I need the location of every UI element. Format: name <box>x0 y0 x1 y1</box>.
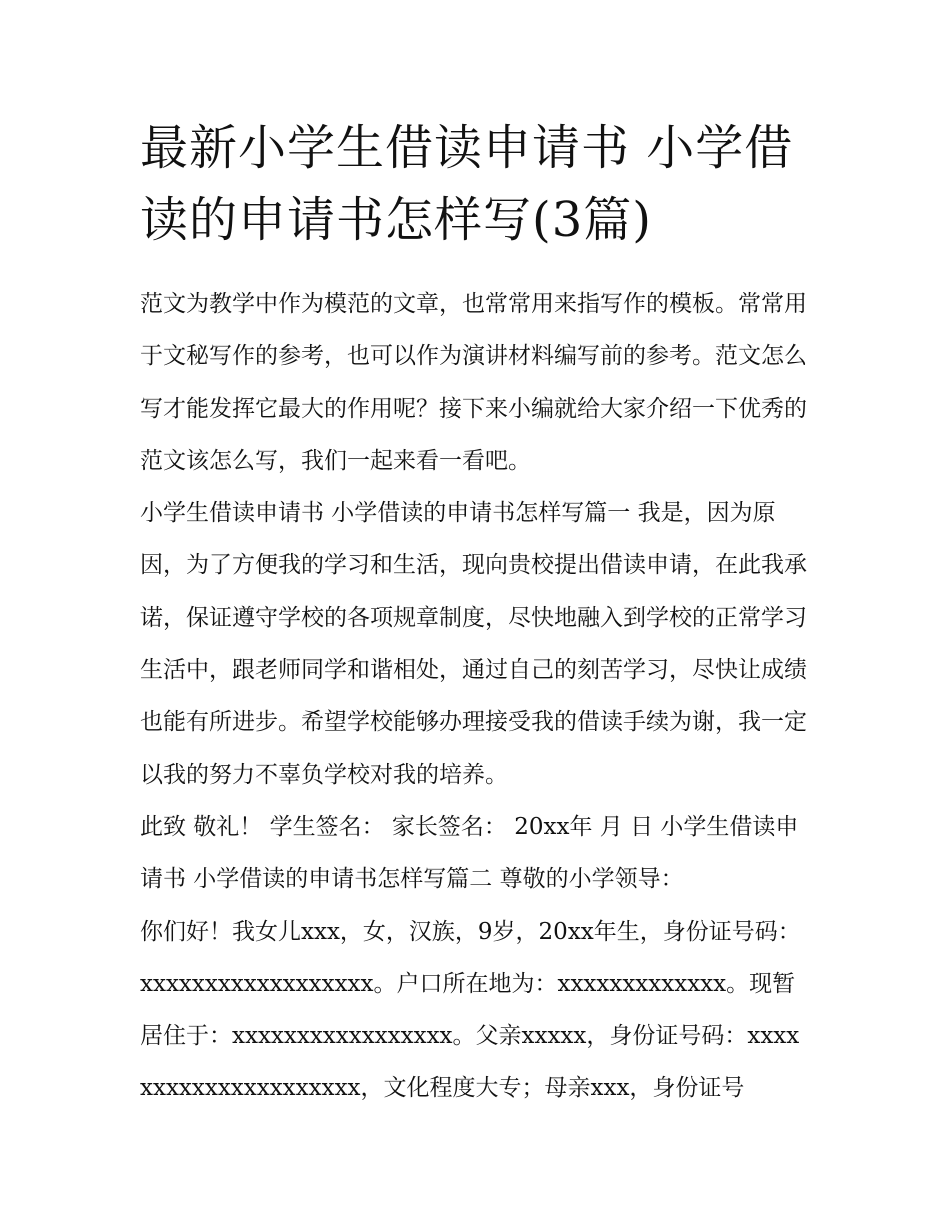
document-title: 最新小学生借读申请书 小学借读的申请书怎样写(3篇) <box>140 120 794 248</box>
document-body <box>140 278 810 1115</box>
document-page <box>140 0 810 1115</box>
paragraph-closing: 此致 敬礼！ 学生签名： 家长签名： 20xx年 月 日 小学生借读申请书 小学借读的申请书怎样写篇二 尊敬的小学领导： <box>140 813 799 893</box>
paragraph-letter-one: 小学生借读申请书 小学借读的申请书怎样写篇一 我是，因为原因，为了方便我的学习和生活，现向贵校提出借读申请，在此我承诺，保证遵守学校的各项规章制度，尽快地融入到学校的正常学习生活中，跟老师同学和谐相处，通过自己的刻苦学习，尽快让成绩也能有所进步。希望学校能够办理接受我的借读手续为谢，我一定以我的努力不辜负学校对我的培养。 <box>140 500 807 788</box>
paragraph-intro: 范文为教学中作为模范的文章，也常常用来指写作的模板。常常用于文秘写作的参考，也可以作为演讲材料编写前的参考。范文怎么写才能发挥它最大的作用呢？接下来小编就给大家介绍一下优秀的范文该怎么写，我们一起来看一看吧。 <box>140 291 807 474</box>
paragraph-letter-two: 你们好！我女儿xxx，女，汉族，9岁，20xx年生，身份证号码：xxxxxxxxxxxxxxxxxx。户口所在地为：xxxxxxxxxxxxx。现暂居住于：xxxxxxxxxxxxxxxxx。父亲xxxxx，身份证号码：xxxxxxxxxxxxxxxxxxxxx，文化程度大专；母亲xxx，身份证号 <box>140 918 801 1102</box>
